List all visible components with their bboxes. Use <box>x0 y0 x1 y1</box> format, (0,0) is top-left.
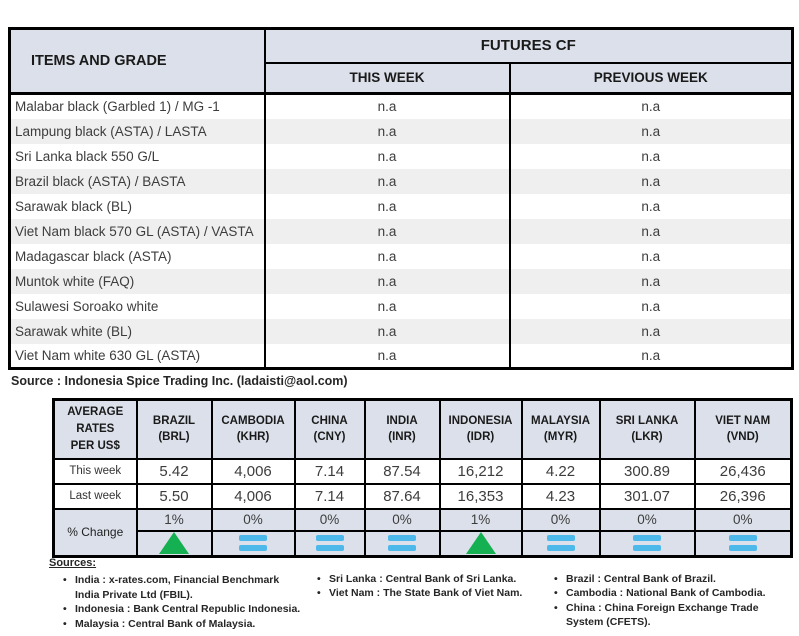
rate-value: 26,436 <box>695 459 792 484</box>
country-header-malaysia <box>522 400 600 459</box>
futures-row <box>10 94 793 119</box>
bullet-icon: • <box>554 587 558 600</box>
rate-value: 7.14 <box>295 459 365 484</box>
country-name: MALAYSIA <box>531 414 590 427</box>
trend-flat-icon <box>633 535 661 551</box>
rate-value: 87.54 <box>365 459 440 484</box>
source-item <box>552 586 791 600</box>
average-rates-header: AVERAGE RATES PER US$ <box>54 400 137 459</box>
previous-week-value: n.a <box>510 94 793 119</box>
item-name: Sulawesi Soroako white <box>15 298 159 314</box>
source-text: Cambodia : National Bank of Cambodia. <box>566 587 766 600</box>
percent-change-value: 1% <box>440 509 522 531</box>
bullet-icon: • <box>554 573 558 585</box>
source-text: India : x-rates.com, Financial Benchmark India Private Ltd (FBIL). <box>75 574 280 601</box>
trend-icon-row <box>54 531 792 557</box>
item-name: Sarawak white (BL) <box>15 323 133 339</box>
sources-column-2 <box>315 556 552 631</box>
rate-value: 4,006 <box>212 459 295 484</box>
futures-row <box>10 144 793 169</box>
currency-code: (VND) <box>726 431 759 444</box>
this-week-value: n.a <box>265 169 510 194</box>
rates-table-section <box>52 398 793 558</box>
source-text: Sri Lanka : Central Bank of Sri Lanka. <box>329 573 517 585</box>
source-item <box>49 602 315 616</box>
trend-flat-icon <box>239 535 267 551</box>
rate-value: 301.07 <box>600 484 695 509</box>
country-name: CAMBODIA <box>221 414 285 427</box>
sources-column-3 <box>552 556 791 631</box>
item-name: Sri Lanka black 550 G/L <box>15 148 160 164</box>
this-week-value: n.a <box>265 344 510 369</box>
rate-value: 16,212 <box>440 459 522 484</box>
rate-value: 300.89 <box>600 459 695 484</box>
this-week-value: n.a <box>265 244 510 269</box>
items-and-grade-header: ITEMS AND GRADE <box>10 29 265 94</box>
futures-row <box>10 344 793 369</box>
currency-code: (LKR) <box>631 431 663 444</box>
rate-value: 26,396 <box>695 484 792 509</box>
country-header-viet-nam <box>695 400 792 459</box>
previous-week-value: n.a <box>510 144 793 169</box>
sources-footer <box>49 556 791 631</box>
source-item <box>552 572 791 586</box>
sources-heading: Sources: <box>49 557 97 569</box>
percent-change-row <box>54 509 792 531</box>
this-week-value: n.a <box>265 144 510 169</box>
country-name: SRI LANKA <box>615 414 679 427</box>
this-week-row <box>54 459 792 484</box>
this-week-value: n.a <box>265 94 510 119</box>
rate-value: 5.42 <box>137 459 212 484</box>
source-item <box>315 572 552 586</box>
percent-change-value: 0% <box>295 509 365 531</box>
this-week-value: n.a <box>265 269 510 294</box>
rate-value: 87.64 <box>365 484 440 509</box>
item-name: Viet Nam white 630 GL (ASTA) <box>15 347 201 363</box>
trend-up-icon <box>466 532 496 554</box>
currency-code: (MYR) <box>543 431 578 444</box>
currency-code: (KHR) <box>236 431 270 444</box>
country-header-china <box>295 400 365 459</box>
trend-up-icon <box>159 532 189 554</box>
rate-value: 4.22 <box>522 459 600 484</box>
rate-value: 4.23 <box>522 484 600 509</box>
trend-flat-icon <box>316 535 344 551</box>
previous-week-value: n.a <box>510 244 793 269</box>
country-header-india <box>365 400 440 459</box>
rate-value: 16,353 <box>440 484 522 509</box>
this-week-value: n.a <box>265 319 510 344</box>
futures-row <box>10 269 793 294</box>
currency-code: (BRL) <box>158 431 190 444</box>
currency-code: (IDR) <box>466 431 495 444</box>
bullet-icon: • <box>317 573 321 585</box>
item-name: Madagascar black (ASTA) <box>15 248 172 264</box>
trend-flat-icon <box>388 535 416 551</box>
item-name: Lampung black (ASTA) / LASTA <box>15 123 207 139</box>
source-item <box>49 617 315 631</box>
last-week-label: Last week <box>54 484 137 509</box>
country-name: INDIA <box>386 414 418 427</box>
futures-row <box>10 219 793 244</box>
item-name: Muntok white (FAQ) <box>15 273 135 289</box>
bullet-icon: • <box>63 574 67 587</box>
this-week-value: n.a <box>265 194 510 219</box>
source-line: Source : Indonesia Spice Trading Inc. (ladaisti@aol.com) <box>11 374 348 388</box>
this-week-value: n.a <box>265 294 510 319</box>
rate-value: 7.14 <box>295 484 365 509</box>
rate-value: 5.50 <box>137 484 212 509</box>
bullet-icon: • <box>63 617 67 630</box>
country-name: INDONESIA <box>448 414 513 427</box>
futures-header-row-1 <box>10 29 793 63</box>
futures-row <box>10 194 793 219</box>
rates-header-row <box>54 400 792 459</box>
futures-table <box>8 27 794 370</box>
bullet-icon: • <box>554 601 558 614</box>
average-rates-table <box>52 398 793 558</box>
item-name: Sarawak black (BL) <box>15 198 133 214</box>
previous-week-value: n.a <box>510 269 793 294</box>
previous-week-value: n.a <box>510 219 793 244</box>
this-week-header: THIS WEEK <box>265 63 510 94</box>
futures-row <box>10 169 793 194</box>
previous-week-value: n.a <box>510 119 793 144</box>
futures-row <box>10 294 793 319</box>
country-name: VIET NAM <box>715 414 771 427</box>
trend-flat-icon <box>729 535 757 551</box>
source-text: Malaysia : Central Bank of Malaysia. <box>75 617 256 630</box>
last-week-row <box>54 484 792 509</box>
this-week-value: n.a <box>265 219 510 244</box>
previous-week-value: n.a <box>510 294 793 319</box>
previous-week-value: n.a <box>510 194 793 219</box>
this-week-value: n.a <box>265 119 510 144</box>
country-header-cambodia <box>212 400 295 459</box>
this-week-label: This week <box>54 459 137 484</box>
country-name: CHINA <box>311 414 348 427</box>
country-header-brazil <box>137 400 212 459</box>
percent-change-value: 0% <box>212 509 295 531</box>
bullet-icon: • <box>63 603 67 616</box>
rate-value: 4,006 <box>212 484 295 509</box>
country-header-indonesia <box>440 400 522 459</box>
futures-row <box>10 119 793 144</box>
previous-week-value: n.a <box>510 169 793 194</box>
item-name: Brazil black (ASTA) / BASTA <box>15 173 186 189</box>
percent-change-value: 1% <box>137 509 212 531</box>
percent-change-value: 0% <box>695 509 792 531</box>
item-name: Malabar black (Garbled 1) / MG -1 <box>15 99 220 115</box>
currency-code: (INR) <box>388 431 416 444</box>
country-header-sri-lanka <box>600 400 695 459</box>
item-name: Viet Nam black 570 GL (ASTA) / VASTA <box>15 223 254 239</box>
source-text: Indonesia : Bank Central Republic Indonesia. <box>75 603 301 616</box>
futures-table-section <box>8 27 794 370</box>
futures-row <box>10 244 793 269</box>
previous-week-value: n.a <box>510 319 793 344</box>
futures-row <box>10 319 793 344</box>
previous-week-value: n.a <box>510 344 793 369</box>
percent-change-label: % Change <box>54 509 137 557</box>
percent-change-value: 0% <box>600 509 695 531</box>
source-text: China : China Foreign Exchange Trade System (CFETS). <box>566 601 759 629</box>
source-text: Brazil : Central Bank of Brazil. <box>566 573 716 585</box>
source-text: Viet Nam : The State Bank of Viet Nam. <box>329 587 523 600</box>
source-item <box>49 573 315 602</box>
source-item <box>552 601 791 630</box>
percent-change-value: 0% <box>522 509 600 531</box>
bullet-icon: • <box>317 587 321 600</box>
sources-column-1 <box>49 556 315 631</box>
currency-code: (CNY) <box>313 431 346 444</box>
source-item <box>315 586 552 600</box>
percent-change-value: 0% <box>365 509 440 531</box>
country-name: BRAZIL <box>152 414 196 427</box>
previous-week-header: PREVIOUS WEEK <box>510 63 793 94</box>
trend-flat-icon <box>547 535 575 551</box>
futures-cf-header: FUTURES CF <box>265 29 793 63</box>
